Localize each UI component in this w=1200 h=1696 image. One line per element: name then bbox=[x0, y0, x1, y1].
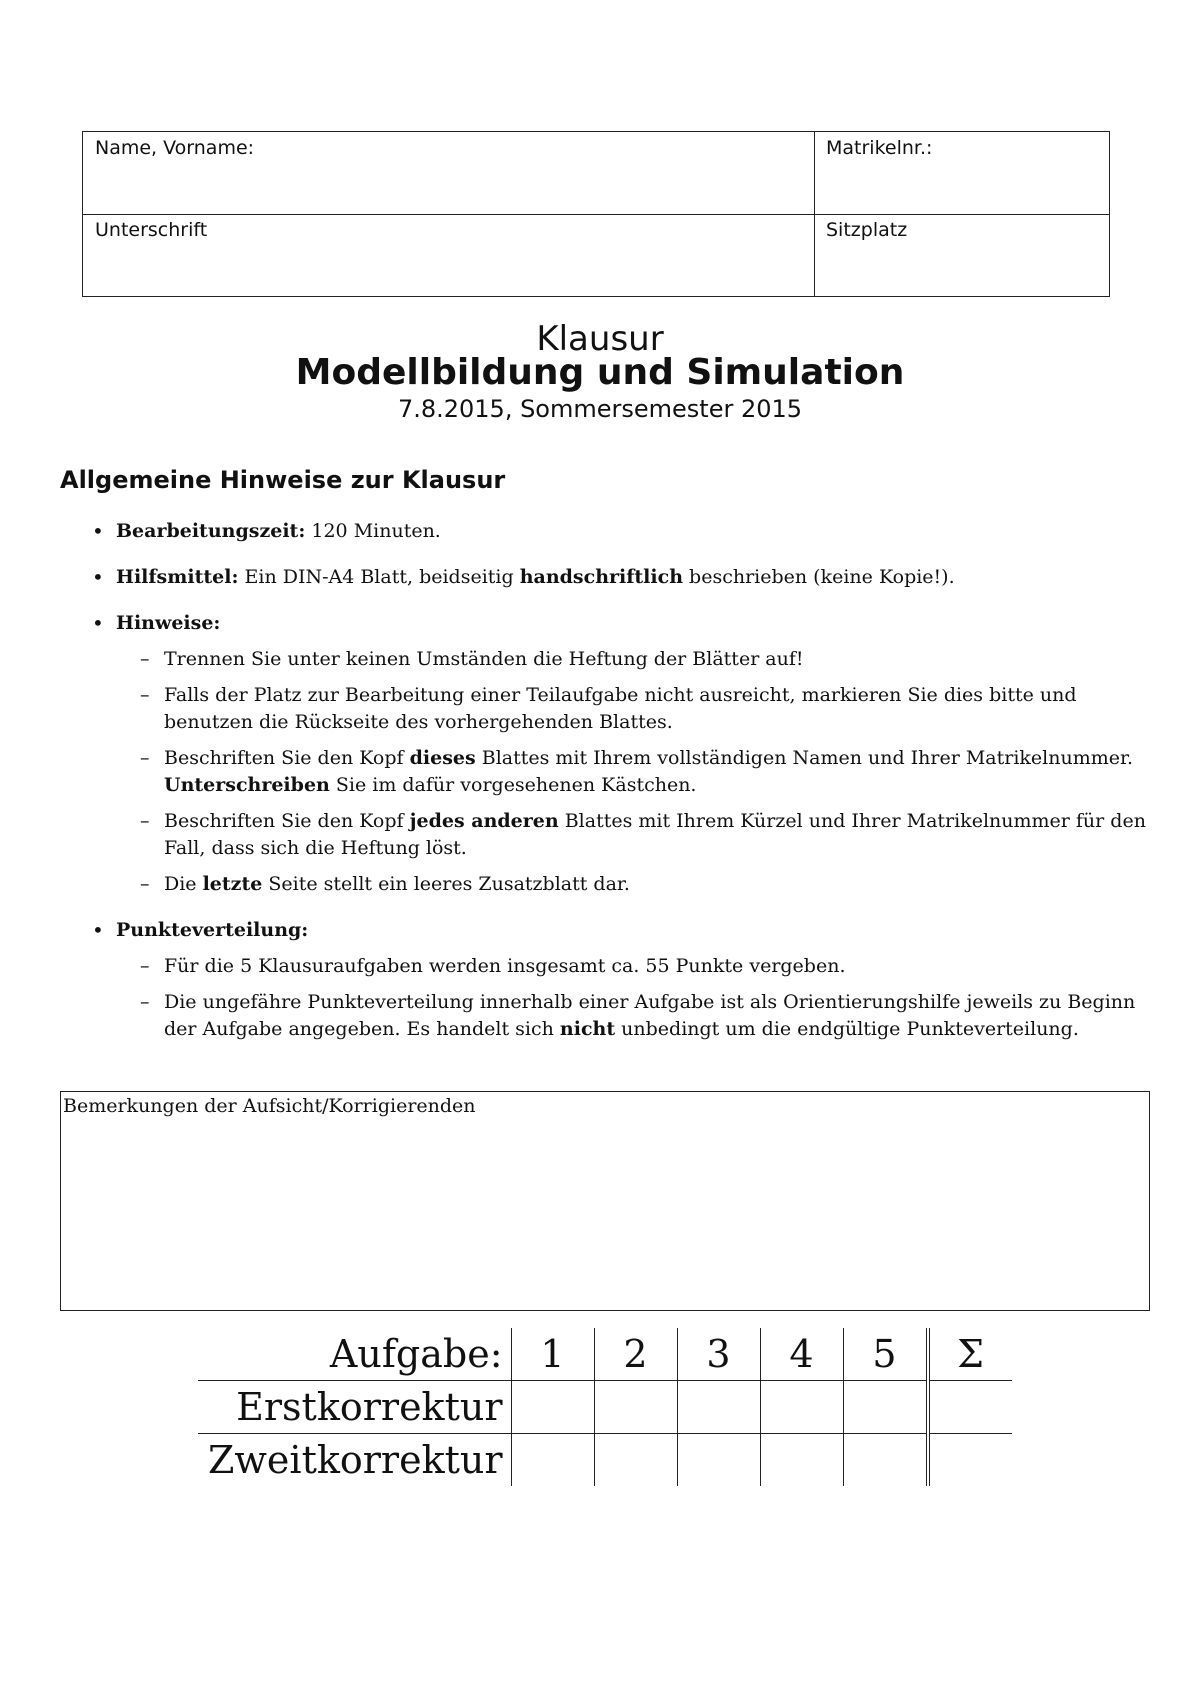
points-text: unbedingt um die endgültige Punkteverteilung. bbox=[615, 1018, 1079, 1040]
aids-text-end: beschrieben (keine Kopie!). bbox=[683, 566, 955, 588]
seat-field[interactable] bbox=[814, 214, 1110, 296]
note-emphasis: letzte bbox=[202, 873, 263, 895]
score-cell[interactable] bbox=[511, 1434, 594, 1487]
score-cell[interactable] bbox=[843, 1381, 928, 1434]
section-heading: Allgemeine Hinweise zur Klausur bbox=[60, 466, 506, 494]
note-text: Die bbox=[164, 873, 203, 895]
note-emphasis: dieses bbox=[409, 747, 476, 769]
zweitkorrektur-label: Zweitkorrektur bbox=[198, 1434, 511, 1487]
task-column-1: 1 bbox=[511, 1328, 594, 1381]
name-field[interactable] bbox=[83, 132, 814, 214]
score-sum-cell[interactable] bbox=[928, 1381, 1012, 1434]
score-cell[interactable] bbox=[511, 1381, 594, 1434]
note-text: Trennen Sie unter keinen Umständen die Heftung der Blätter auf! bbox=[164, 648, 804, 670]
bullet-time bbox=[90, 518, 1150, 545]
note-emphasis: Unterschreiben bbox=[164, 774, 330, 796]
score-cell[interactable] bbox=[760, 1434, 843, 1487]
bullet-aids bbox=[90, 564, 1150, 591]
points-label: Punkteverteilung: bbox=[116, 919, 309, 941]
aids-label: Hilfsmittel: bbox=[116, 566, 239, 588]
list-item bbox=[116, 953, 1150, 980]
points-text: Für die 5 Klausuraufgaben werden insgesamt ca. 55 Punkte vergeben. bbox=[164, 955, 846, 977]
list-item bbox=[116, 682, 1150, 736]
remarks-label: Bemerkungen der Aufsicht/Korrigierenden bbox=[63, 1095, 476, 1117]
score-cell[interactable] bbox=[843, 1434, 928, 1487]
score-cell[interactable] bbox=[594, 1434, 677, 1487]
note-text: Beschriften Sie den Kopf bbox=[164, 810, 410, 832]
task-column-4: 4 bbox=[760, 1328, 843, 1381]
note-text: Beschriften Sie den Kopf bbox=[164, 747, 410, 769]
score-cell[interactable] bbox=[760, 1381, 843, 1434]
task-column-3: 3 bbox=[677, 1328, 760, 1381]
course-title: Modellbildung und Simulation bbox=[295, 352, 905, 393]
points-text: Die ungefähre Punkteverteilung innerhalb einer Aufgabe ist als Orientierungshilfe jeweils zu Beginn der Aufgabe angegeben. Es handelt sich bbox=[164, 991, 1136, 1040]
list-item bbox=[116, 745, 1150, 799]
seat-label: Sitzplatz bbox=[826, 219, 908, 241]
score-table bbox=[198, 1328, 1012, 1486]
score-sum-cell[interactable] bbox=[928, 1434, 1012, 1487]
task-column-2: 2 bbox=[594, 1328, 677, 1381]
bullet-points bbox=[90, 917, 1150, 1043]
note-text: Sie im dafür vorgesehenen Kästchen. bbox=[329, 774, 697, 796]
sum-column: Σ bbox=[928, 1328, 1012, 1381]
time-text: 120 Minuten. bbox=[305, 520, 441, 542]
aids-text: Ein DIN-A4 Blatt, beidseitig bbox=[238, 566, 520, 588]
signature-label: Unterschrift bbox=[95, 219, 208, 241]
table-header-row bbox=[198, 1328, 1012, 1381]
table-row bbox=[198, 1434, 1012, 1487]
score-cell[interactable] bbox=[677, 1434, 760, 1487]
instructions-list bbox=[90, 518, 1150, 1062]
note-text: Blattes mit Ihrem vollständigen Namen und Ihrer Matrikelnummer. bbox=[475, 747, 1134, 769]
aids-emphasis: handschriftlich bbox=[519, 566, 684, 588]
note-text: Falls der Platz zur Bearbeitung einer Teilaufgabe nicht ausreicht, markieren Sie dies bitte und benutzen die Rückseite des vorhergehenden Blattes. bbox=[164, 684, 1077, 733]
student-info-box bbox=[82, 131, 1110, 297]
list-item bbox=[116, 871, 1150, 898]
table-row bbox=[198, 1381, 1012, 1434]
list-item bbox=[116, 646, 1150, 673]
notes-sublist bbox=[116, 646, 1150, 898]
note-emphasis: jedes anderen bbox=[409, 810, 559, 832]
list-item bbox=[116, 808, 1150, 862]
points-emphasis: nicht bbox=[559, 1018, 616, 1040]
matrikel-field[interactable] bbox=[814, 132, 1110, 214]
erstkorrektur-label: Erstkorrektur bbox=[198, 1381, 511, 1434]
task-column-5: 5 bbox=[843, 1328, 928, 1381]
remarks-box[interactable] bbox=[60, 1091, 1150, 1311]
bullet-notes bbox=[90, 610, 1150, 898]
note-text: Blattes mit Ihrem Kürzel und Ihrer Matrikelnummer für den Fall, dass sich die Heftung löst. bbox=[164, 810, 1146, 859]
list-item bbox=[116, 989, 1150, 1043]
points-sublist bbox=[116, 953, 1150, 1043]
matrikel-label: Matrikelnr.: bbox=[826, 137, 933, 159]
aufgabe-label: Aufgabe: bbox=[329, 1332, 503, 1376]
time-label: Bearbeitungszeit: bbox=[116, 520, 306, 542]
exam-title: Klausur bbox=[536, 319, 664, 359]
signature-field[interactable] bbox=[83, 214, 814, 296]
notes-label: Hinweise: bbox=[116, 612, 221, 634]
note-text: Seite stellt ein leeres Zusatzblatt dar. bbox=[262, 873, 630, 895]
exam-date: 7.8.2015, Sommersemester 2015 bbox=[397, 395, 803, 423]
score-cell[interactable] bbox=[594, 1381, 677, 1434]
name-label: Name, Vorname: bbox=[95, 137, 255, 159]
score-cell[interactable] bbox=[677, 1381, 760, 1434]
